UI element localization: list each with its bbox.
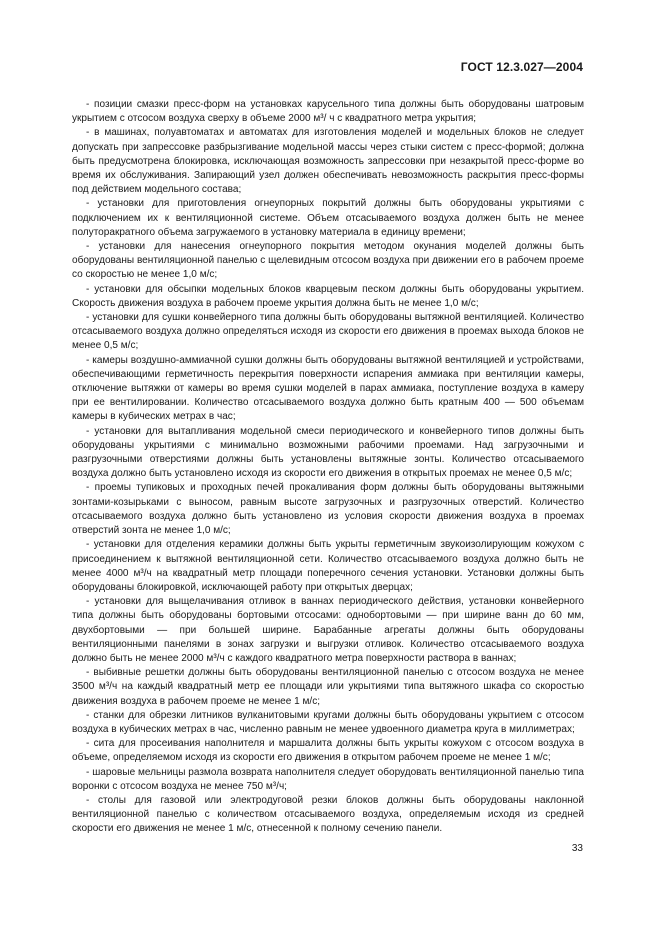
- paragraph: - станки для обрезки литников вулканитовыми кругами должны быть оборудованы укрытием с отсосом воздуха в кубических метрах в час, численно равным не менее удвоенного диаметра круга в миллиметрах;: [72, 709, 584, 735]
- paragraph: - шаровые мельницы размола возврата наполнителя следует оборудовать вентиляционной панелью типа воронки с отсосом воздуха не менее 750 м³/ч;: [72, 766, 584, 792]
- document-code: ГОСТ 12.3.027—2004: [460, 60, 583, 74]
- body-text: [72, 98, 584, 837]
- paragraph: - установки для приготовления огнеупорных покрытий должны быть оборудованы укрытиями с подключением их к вентиляционной системе. Объем отсасываемого воздуха должен быть не менее полуторакратного объема загружаемого в установку материала в единицу времени;: [72, 198, 584, 238]
- paragraph: - проемы тупиковых и проходных печей прокаливания форм должны быть оборудованы вытяжными зонтами-козырьками с выносом, равным высоте загрузочных и разгрузочных отверстий. Количество отсасываемого воздуха должно быть установлено из условия скорости движения воздуха в проемах отверстий зонта не менее 1,0 м/с;: [72, 482, 584, 537]
- paragraph: - камеры воздушно-аммиачной сушки должны быть оборудованы вытяжной вентиляцией и устройствами, обеспечивающими герметичность перекрытия поверхности испарения аммиака при вентиляции камеры, отключение вытяжки от камеры во время сушки моделей в парах аммиака, поступление воздуха в камеру при ее вентилировании. Количество отсасываемого воздуха должно быть кратным 400 — 500 объемам камеры в кубических метрах в час;: [72, 354, 584, 423]
- paragraph: - столы для газовой или электродуговой резки блоков должны быть оборудованы наклонной вентиляционной панелью с количеством отсасываемого воздуха, определяемым исходя из средней скорости его движения не менее 1 м/с, отнесенной к полному сечению панели.: [72, 794, 584, 835]
- paragraph: - выбивные решетки должны быть оборудованы вентиляционной панелью с отсосом воздуха не менее 3500 м³/ч на каждый квадратный метр ее площади или укрытиями типа вытяжного шкафа со скоростью движения воздуха в рабочем проеме не менее 1 м/с;: [72, 667, 584, 707]
- paragraph: - установки для обсыпки модельных блоков кварцевым песком должны быть оборудованы укрытием. Скорость движения воздуха в рабочем проеме укрытия должна быть не менее 1,0 м/с;: [72, 283, 584, 309]
- paragraph: - установки для отделения керамики должны быть укрыты герметичным звукоизолирующим кожухом с присоединением к вытяжной вентиляционной сети. Количество отсасываемого воздуха должно быть не менее 4000 м³/ч на квадратный метр площади поперечного сечения установки. Установки должны быть оборудованы блокировкой, исключающей работу при открытых дверцах;: [72, 539, 584, 593]
- paragraph: - установки для вытапливания модельной смеси периодического и конвейерного типов должны быть оборудованы укрытиями с минимально возможными рабочими проемами. Над загрузочными и разгрузочными отверстиями должны быть установлены вытяжные зонты. Количество отсасываемого воздуха должно быть установлено исходя из скорости его движения в открытых проемах не менее 0,5 м/с;: [72, 425, 584, 480]
- paragraph: - установки для выщелачивания отливок в ваннах периодического действия, установки конвейерного типа должны быть оборудованы бортовыми отсосами: однобортовыми — при ширине ванн до 60 мм, двухбортовыми — при большей ширине. Барабанные агрегаты должны быть оборудованы вентиляционными панелями в зонах загрузки и выгрузки отливок. Количество отсасываемого воздуха должно быть не менее 2000 м³/ч с каждого квадратного метра поверхности раствора в ваннах;: [72, 596, 584, 664]
- paragraph: - установки для нанесения огнеупорного покрытия методом окунания моделей должны быть оборудованы вентиляционной панелью с щелевидным отсосом воздуха при движении его в рабочем проеме со скоростью не менее 1,0 м/с;: [72, 241, 584, 281]
- paragraph: - в машинах, полуавтоматах и автоматах для изготовления моделей и модельных блоков не следует допускать при запрессовке разбрызгивание модельной массы через стыки систем с пресс-формой; должна быть предусмотрена блокировка, исключающая возможность запрессовки при незакрытой пресс-форме во время их обслуживания. Запирающий узел должен обеспечивать невозможность раскрытия пресс-формы под действием модельного состава;: [72, 127, 584, 196]
- page-number: 33: [571, 843, 583, 854]
- paragraph: - сита для просеивания наполнителя и маршалита должны быть укрыты кожухом с отсосом воздуха в объеме, определяемом исходя из скорости его движения в открытом рабочем проеме не менее 1 м/с;: [72, 738, 584, 764]
- paragraph: - позиции смазки пресс-форм на установках карусельного типа должны быть оборудованы шатровым укрытием с отсосом воздуха сверху в объеме 2000 м³/ ч с квадратного метра укрытия;: [72, 99, 584, 125]
- paragraph: - установки для сушки конвейерного типа должны быть оборудованы вытяжной вентиляцией. Количество отсасываемого воздуха должно определяться исходя из скорости его движения в проемах выхода блоков не менее 0,5 м/с;: [72, 312, 584, 352]
